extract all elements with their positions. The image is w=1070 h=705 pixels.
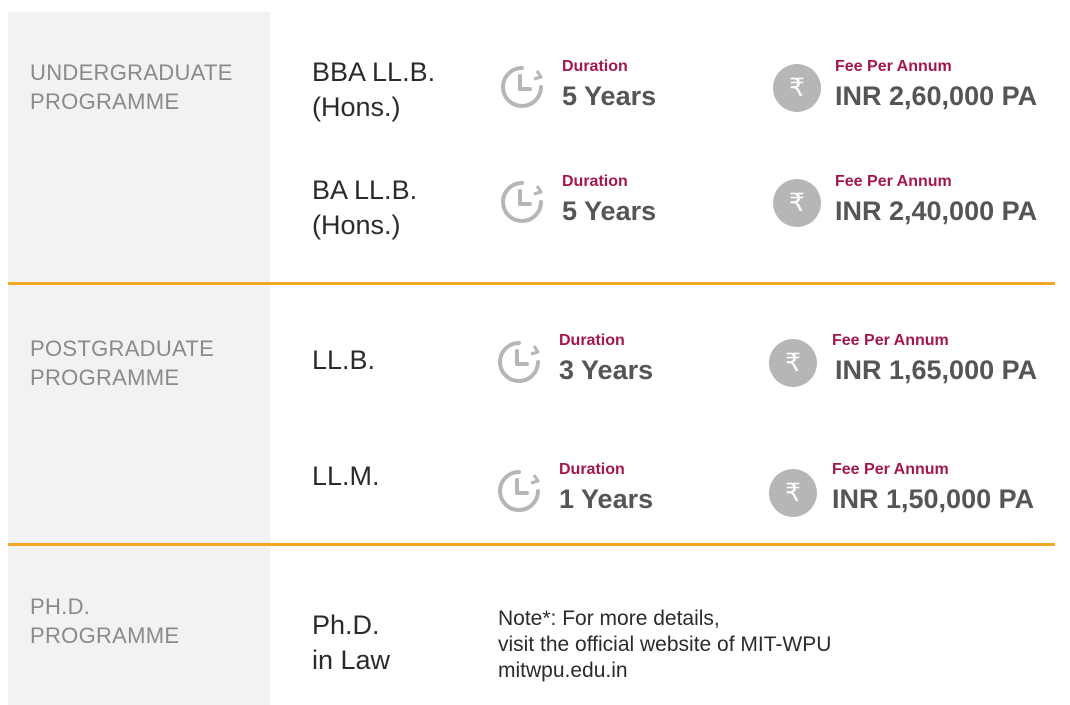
program-name-line: (Hons.) bbox=[312, 210, 401, 240]
fee-label: Fee Per Annum bbox=[832, 461, 949, 478]
category-undergraduate bbox=[30, 58, 233, 116]
duration-value: 5 Years bbox=[562, 81, 657, 111]
program-name-llb bbox=[312, 343, 375, 378]
program-name-line: BA LL.B. bbox=[312, 175, 418, 205]
fee-label: Fee Per Annum bbox=[835, 58, 952, 75]
category-label-line: PH.D. bbox=[30, 594, 91, 619]
fee-label: Fee Per Annum bbox=[832, 332, 949, 349]
duration-label: Duration bbox=[559, 332, 625, 349]
duration-value: 1 Years bbox=[559, 484, 654, 514]
program-name-line: (Hons.) bbox=[312, 92, 401, 122]
fee-value: INR 2,40,000 PA bbox=[835, 196, 1038, 226]
category-label-line: PROGRAMME bbox=[30, 623, 180, 648]
note-line: visit the official website of MIT-WPU bbox=[498, 633, 832, 656]
fee-value: INR 2,60,000 PA bbox=[835, 81, 1038, 111]
rupee-icon: ₹ bbox=[769, 469, 817, 517]
duration-label: Duration bbox=[559, 461, 625, 478]
rupee-icon: ₹ bbox=[773, 179, 821, 227]
program-name-phd bbox=[312, 608, 390, 678]
duration-label: Duration bbox=[562, 173, 628, 190]
category-label-line: UNDERGRADUATE bbox=[30, 60, 233, 85]
section-divider-1 bbox=[8, 282, 1055, 285]
clock-icon bbox=[497, 62, 547, 112]
website-link[interactable]: mitwpu.edu.in bbox=[498, 659, 628, 682]
clock-icon bbox=[494, 337, 544, 387]
program-name-llm bbox=[312, 459, 380, 494]
clock-icon bbox=[497, 177, 547, 227]
category-label-line: POSTGRADUATE bbox=[30, 336, 215, 361]
program-name-line: Ph.D. bbox=[312, 610, 380, 640]
section-divider-2 bbox=[8, 543, 1055, 546]
rupee-icon: ₹ bbox=[769, 339, 817, 387]
note-line: Note*: For more details, bbox=[498, 607, 720, 630]
duration-value: 3 Years bbox=[559, 355, 654, 385]
clock-icon bbox=[494, 466, 544, 516]
duration-value: 5 Years bbox=[562, 196, 657, 226]
fee-label: Fee Per Annum bbox=[835, 173, 952, 190]
program-name-bba-llb bbox=[312, 55, 435, 125]
fee-value: INR 1,50,000 PA bbox=[832, 484, 1035, 514]
category-label-line: PROGRAMME bbox=[30, 89, 180, 114]
category-label-line: PROGRAMME bbox=[30, 365, 180, 390]
duration-label: Duration bbox=[562, 58, 628, 75]
note-text bbox=[498, 606, 831, 684]
category-phd bbox=[30, 592, 179, 650]
fee-value: INR 1,65,000 PA bbox=[835, 355, 1038, 385]
rupee-icon: ₹ bbox=[773, 64, 821, 112]
program-name-line: BBA LL.B. bbox=[312, 57, 436, 87]
program-name-ba-llb bbox=[312, 173, 417, 243]
category-postgraduate bbox=[30, 334, 214, 392]
program-name-line: LL.M. bbox=[312, 461, 380, 491]
program-name-line: in Law bbox=[312, 645, 391, 675]
program-name-line: LL.B. bbox=[312, 345, 376, 375]
